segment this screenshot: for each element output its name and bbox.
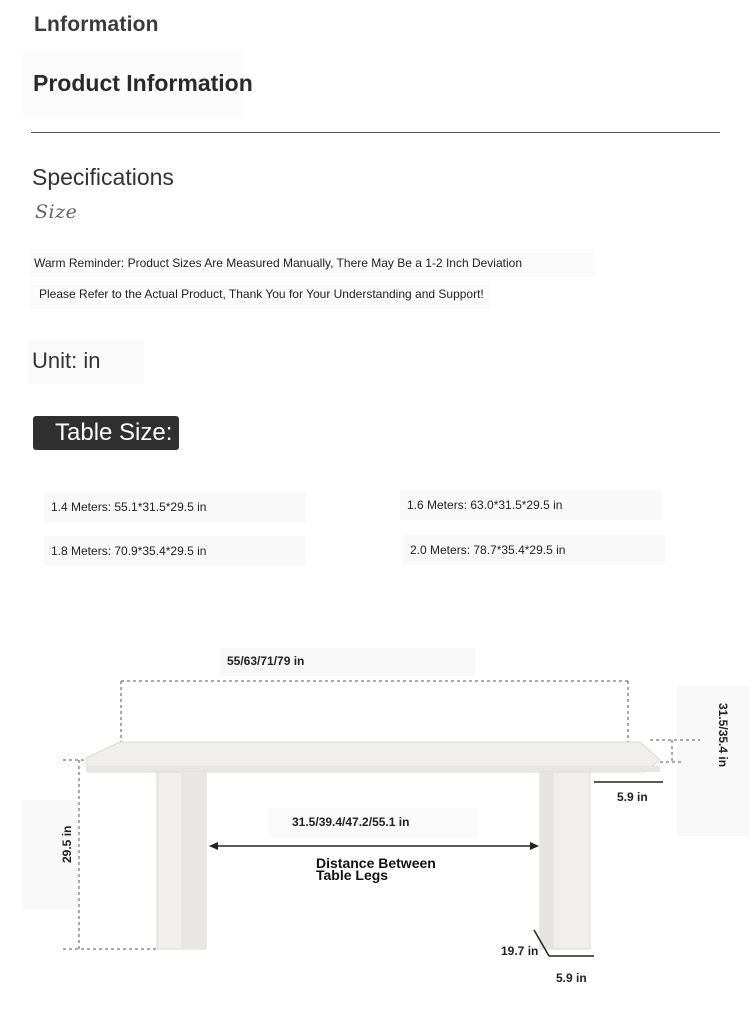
overhang-dimension-label: 5.9 in: [617, 790, 648, 804]
right-leg-side: [540, 772, 554, 949]
table-dimension-diagram: [0, 600, 750, 1011]
header-label: Lnformation: [34, 13, 159, 36]
depth-dimension-label: 31.5/35.4 in: [716, 703, 730, 768]
leg-width-label: 5.9 in: [556, 971, 587, 985]
table-size-label: Table Size:: [55, 419, 173, 446]
leg-distance-caption-1: Distance Between: [316, 855, 436, 871]
unit-label: Unit: in: [32, 348, 101, 373]
table-illustration: [0, 600, 750, 1011]
divider: [31, 132, 720, 133]
specifications-heading: Specifications: [32, 164, 174, 190]
depth-label-background: [677, 686, 750, 836]
reminder-line-2: Please Refer to the Actual Product, Thank You for Your Understanding and Support!: [39, 287, 484, 301]
leg-distance-label: 31.5/39.4/47.2/55.1 in: [292, 815, 410, 829]
length-dimension-label: 55/63/71/79 in: [227, 654, 305, 668]
size-script-label: Size: [35, 201, 78, 223]
table-top-edge: [86, 766, 660, 772]
left-leg-side: [181, 772, 206, 949]
length-dimension-lines: [121, 681, 628, 742]
leg-distance-caption-2: Table Legs: [316, 867, 389, 883]
size-item-1-6m: 1.6 Meters: 63.0*31.5*29.5 in: [407, 498, 563, 512]
leg-distance-arrow: [209, 842, 539, 850]
size-item-2-0m: 2.0 Meters: 78.7*35.4*29.5 in: [410, 543, 566, 557]
size-item-1-8m: 1.8 Meters: 70.9*35.4*29.5 in: [51, 544, 207, 558]
size-item-1-4m: 1.4 Meters: 55.1*31.5*29.5 in: [51, 500, 207, 514]
leg-depth-label: 19.7 in: [501, 944, 539, 958]
page-title: Product Information: [33, 70, 253, 96]
reminder-line-1: Warm Reminder: Product Sizes Are Measured Manually, There May Be a 1-2 Inch Deviation: [34, 256, 522, 270]
height-dimension-label: 29.5 in: [60, 825, 74, 863]
